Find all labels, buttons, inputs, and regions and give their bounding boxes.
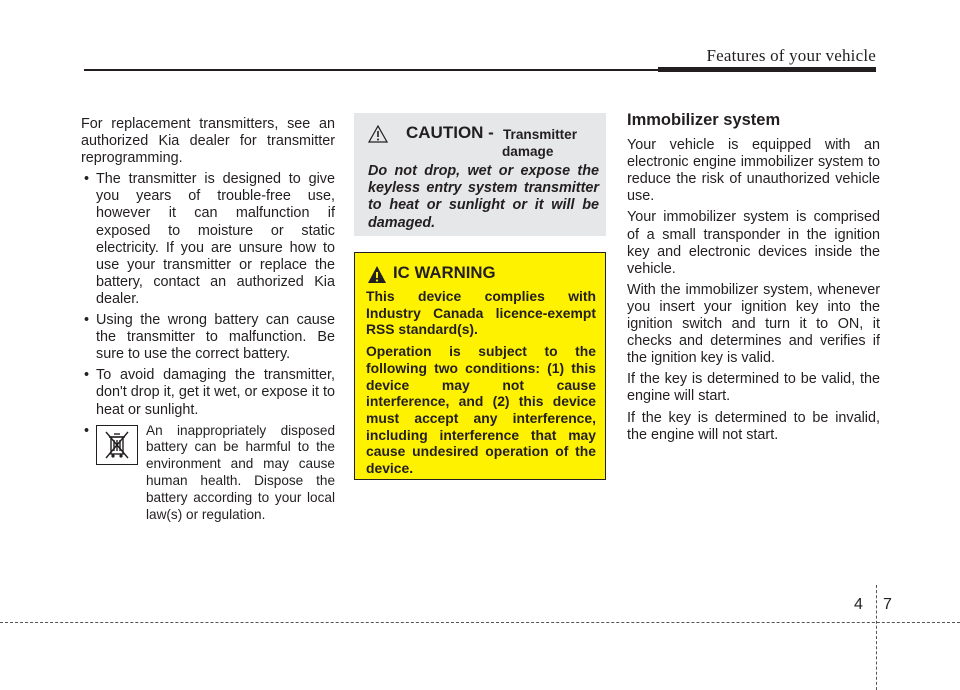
left-column: [81, 116, 335, 527]
caution-triangle-icon: [368, 125, 388, 148]
crossed-out-bin-icon: [96, 425, 138, 465]
section-title: Features of your vehicle: [706, 46, 876, 65]
immobilizer-heading: Immobilizer system: [627, 111, 781, 129]
footer-divider: [0, 622, 960, 623]
body-paragraph: Your vehicle is equipped with an electronic engine immobilizer system to reduce the risk of unauthorized vehicle use.: [627, 137, 880, 205]
warning-paragraph: Operation is subject to the following two conditions: (1) this device may not cause interference, and (2) this device must accept any interference, including interference that may cause undesired operation of the device.: [366, 343, 596, 477]
chapter-number: 4: [854, 596, 863, 613]
bullet-list: [81, 171, 335, 523]
warning-box: [354, 252, 606, 480]
caution-subtitle: damage: [502, 144, 554, 159]
right-column: [627, 112, 880, 448]
footer-divider-vertical: [876, 585, 877, 690]
body-paragraph: Your immobilizer system is comprised of a small transponder in the ignition key and electronic devices inside the vehicle.: [627, 209, 880, 277]
caution-box: [354, 113, 606, 236]
bullet-item: • To avoid damaging the transmitter, don't drop it, get it wet, or expose it to heat or sunlight.: [81, 367, 335, 418]
body-paragraph: If the key is determined to be valid, the engine will start.: [627, 371, 880, 405]
caution-body: Do not drop, wet or expose the keyless entry system transmitter to heat or sunlight or it will be damaged.: [368, 163, 599, 231]
body-paragraph: With the immobilizer system, whenever you insert your ignition key into the ignition switch and turn it to ON, it checks and determines and verifies if the ignition key is valid.: [627, 281, 880, 367]
warning-label: IC WARNING: [393, 263, 496, 282]
body-paragraph: If the key is determined to be invalid, the engine will not start.: [627, 409, 880, 443]
header-rule-accent: [658, 67, 876, 72]
warning-body: [366, 288, 596, 482]
caution-subtitle: Transmitter: [503, 127, 578, 142]
bullet-item: • Using the wrong battery can cause the transmitter to malfunction. Be sure to use the correct battery.: [81, 312, 335, 363]
warning-paragraph: This device complies with Industry Canada licence-exempt RSS standard(s).: [366, 288, 596, 338]
bullet-item-disposal: [81, 423, 335, 524]
bullet-item: • The transmitter is designed to give you years of trouble-free use, however it can malfunction if exposed to moisture or static electricity. If you are unsure how to use your transmitter or replace the battery, contact an authorized Kia dealer.: [81, 171, 335, 308]
intro-paragraph: For replacement transmitters, see an authorized Kia dealer for transmitter reprogramming.: [81, 116, 335, 167]
disposal-text: • An inappropriately disposed battery can be harmful to the environment and may cause human health. Dispose the battery according to your local law(s) or regulation.: [146, 422, 335, 522]
page-number: 7: [883, 596, 892, 613]
warning-triangle-icon: [367, 265, 387, 289]
caution-label: CAUTION -: [406, 123, 494, 142]
